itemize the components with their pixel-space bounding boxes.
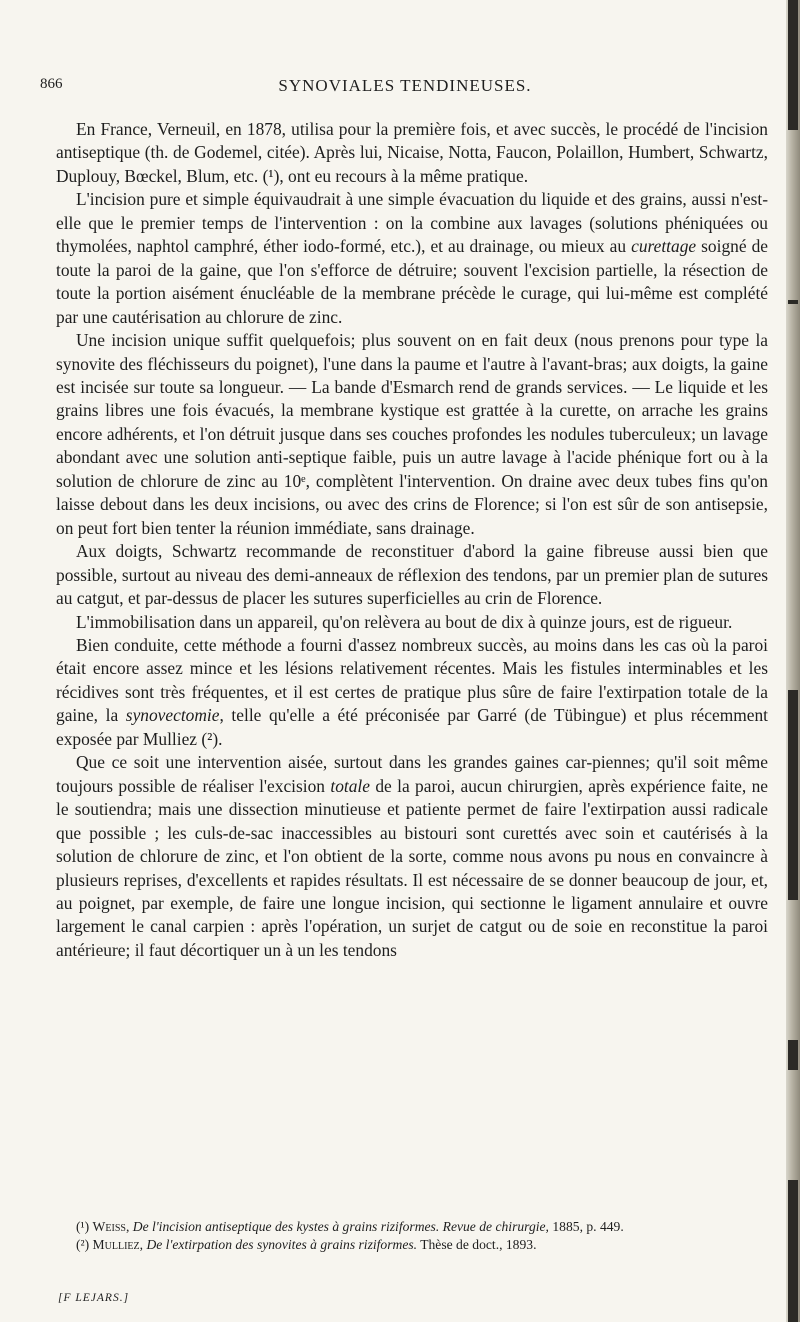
- page-edge-binding: [786, 0, 800, 1322]
- paragraph: Que ce soit une intervention aisée, surtout dans les grandes gaines car-piennes; qu'il soit même toujours possible de réaliser l'excision totale de la paroi, aucun chirurgien, après expérience faite, ne le soutiendra; mais une dissection minutieuse et patiente permet de faire l'extirpation aussi radicale que possible ; les culs-de-sac inaccessibles au bistouri sont curettés avec soin et cautérisés à la solution de chlorure de zinc, et l'on obtient de la sorte, comme nous avons pu nous en convaincre à plusieurs reprises, d'excellents et rapides résultats. Il est nécessaire de se donner beaucoup de jour, et, au poignet, par exemple, de faire une longue incision, qui sectionne le ligament annulaire et ouvre largement le canal carpien : après l'opération, un surjet de catgut ou de soie en reconstitue la paroi antérieure; il faut décortiquer un à un les tendons: [56, 752, 769, 960]
- footnote-author: Weiss,: [92, 1219, 130, 1234]
- paragraph: En France, Verneuil, en 1878, utilisa pour la première fois, et avec succès, le procédé de l'incision antiseptique (th. de Godemel, citée). Après lui, Nicaise, Notta, Faucon, Polaillon, Humbert, Schwartz, Duplouy, Bœckel, Blum, etc. (¹), ont eu recours à la même pratique.: [56, 119, 768, 186]
- page-header: [40, 76, 770, 100]
- running-head: SYNOVIALES TENDINEUSES.: [278, 76, 532, 95]
- emphasis-totale: totale: [330, 775, 370, 796]
- footnotes: [56, 1218, 768, 1254]
- paragraph: L'immobilisation dans un appareil, qu'on relèvera au bout de dix à quinze jours, est de rigueur.: [76, 611, 733, 632]
- footnote-title: De l'incision antiseptique des kystes à grains riziformes.: [132, 1219, 440, 1234]
- footnote-1: (¹) Weiss, De l'incision antiseptique des kystes à grains riziformes. Revue de chirurgie, 1885, p. 449.: [76, 1219, 624, 1234]
- body-text: [56, 118, 768, 962]
- printer-signature: [F LEJARS.]: [58, 1292, 130, 1304]
- footnote-journal: Revue de chirurgie,: [442, 1219, 549, 1234]
- footnote-2: (²) Mulliez, De l'extirpation des synovites à grains riziformes. Thèse de doct., 1893.: [76, 1237, 537, 1252]
- paragraph: Aux doigts, Schwartz recommande de reconstituer d'abord la gaine fibreuse aussi bien que possible, surtout au niveau des demi-anneaux de réflexion des tendons, par un premier plan de sutures au catgut, et par-dessus de placer les sutures superficielles au crin de Florence.: [56, 541, 768, 609]
- footnote-title: De l'extirpation des synovites à grains riziformes.: [146, 1237, 418, 1252]
- paragraph: Bien conduite, cette méthode a fourni d'assez nombreux succès, au moins dans les cas où la paroi était encore assez mince et les lésions relativement récentes. Mais les fistules interminables et les récidives sont très fréquentes, et il est certes de pratique plus sûre de faire l'extirpation totale de la gaine, la synovectomie, telle qu'elle a été préconisée par Garré (de Tübingue) et plus récemment exposée par Mulliez (²).: [56, 634, 768, 749]
- page-number: 866: [40, 76, 63, 92]
- paragraph: L'incision pure et simple équivaudrait à une simple évacuation du liquide et des grains, aussi n'est-elle que le premier temps de l'intervention : on la combine aux lavages (solutions phéniquées ou thymolées, naphtol camphré, éther iodo-formé, etc.), et au drainage, ou mieux au curettage soigné de toute la paroi de la gaine, que l'on s'efforce de détruire; souvent l'excision partielle, la résection de toute la portion aisément énucléable de la membrane précède le curage, qui lui-même est complété par une cautérisation au chlorure de zinc.: [56, 189, 769, 327]
- footnote-author: Mulliez,: [92, 1237, 144, 1252]
- emphasis-synovectomie: synovectomie: [125, 705, 220, 726]
- paragraph: Une incision unique suffit quelquefois; plus souvent on en fait deux (nous prenons pour type la synovite des fléchisseurs du poignet), l'une dans la paume et l'autre à l'avant-bras; aux doigts, la gaine est incisée sur toute sa longueur. — La bande d'Esmarch rend de grands services. — Le liquide et les grains libres une fois évacués, la membrane kystique est grattée à la curette, on arrache les grains encore adhérents, et l'on détruit jusque dans ses couches profondes les nodules tuberculeux; un lavage abondant avec une solution anti-septique faible, puis un autre lavage à l'acide phénique fort ou à la solution de chlorure de zinc au 10ᵉ, complètent l'intervention. On draine avec deux tubes fins qu'on laisse debout dans les deux incisions, ou avec des crins de Florence; si l'on est sûr de son antisepsie, on peut fort bien tenter la réunion immédiate, sans drainage.: [56, 330, 768, 538]
- emphasis-curettage: curettage: [631, 236, 697, 257]
